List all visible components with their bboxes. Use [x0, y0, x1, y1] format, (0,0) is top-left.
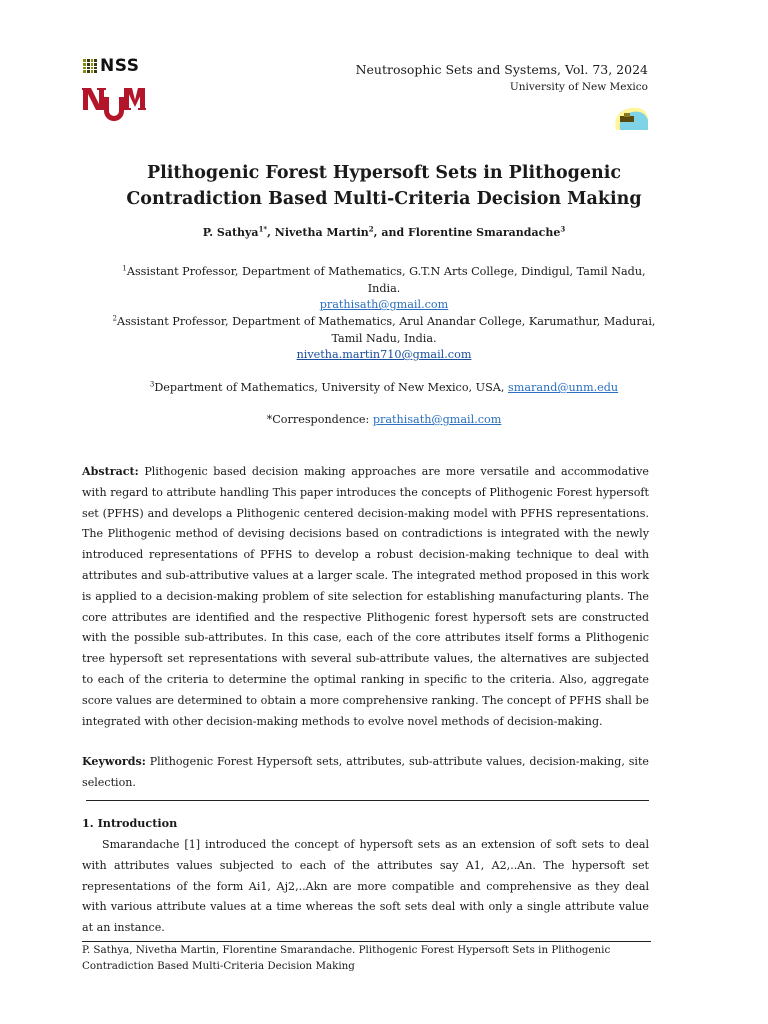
author-name: P. Sathya: [202, 226, 259, 239]
nss-logo: [83, 57, 139, 75]
keywords: [82, 752, 649, 794]
nss-mark-icon: [83, 59, 97, 73]
journal-corner-icon: [606, 104, 648, 130]
author-name: Nivetha Martin: [274, 226, 369, 239]
author-list: P. Sathya$^{1*}$, Nivetha Martin$^2$, and Florentine Smarandache$^3$: [202, 224, 566, 239]
footer-line-2: Contradiction Based Multi-Criteria Decision Making: [82, 959, 355, 972]
affiliation-mark: 2: [112, 314, 117, 323]
title-line-2: Contradiction Based Multi-Criteria Decision Making: [126, 189, 642, 209]
section-heading: 1. Introduction: [82, 816, 178, 830]
author-mark: 2: [368, 224, 374, 234]
page-footer: [82, 943, 662, 974]
footer-line-1: P. Sathya, Nivetha Martin, Florentine Smarandache. Plithogenic Forest Hypersoft Sets in Plithogenic: [82, 944, 611, 956]
email-link[interactable]: smarand@unm.edu: [507, 381, 619, 394]
correspondence-label: *Correspondence:: [266, 413, 373, 426]
affiliation-text: India.: [367, 281, 401, 295]
affiliation-1: [84, 264, 684, 314]
university-name: University of New Mexico: [509, 81, 648, 93]
affiliation-3: [84, 380, 684, 397]
affiliation-text: Department of Mathematics, University of New Mexico, USA,: [154, 381, 508, 394]
email-link[interactable]: nivetha.martin710@gmail.com: [296, 348, 472, 361]
affiliation-mark: 1: [122, 264, 127, 273]
paper-title: [84, 160, 684, 212]
footer-divider: [82, 941, 651, 942]
author-mark: 3: [560, 224, 566, 234]
correspondence: [84, 413, 684, 426]
nss-logo-text: NSS: [100, 56, 140, 76]
affiliation-text: Tamil Nadu, India.: [331, 331, 437, 345]
keywords-text: Plithogenic Forest Hypersoft sets, attributes, sub-attribute values, decision-making, site selection.: [82, 755, 649, 789]
affiliation-text: Assistant Professor, Department of Mathematics, G.T.N Arts College, Dindigul, Tamil Nadu,: [126, 265, 646, 278]
author-name: Florentine Smarandache: [407, 226, 561, 239]
email-link[interactable]: prathisath@gmail.com: [372, 413, 502, 426]
keywords-label: Keywords:: [82, 755, 146, 768]
abstract: [82, 462, 649, 732]
title-line-1: Plithogenic Forest Hypersoft Sets in Plithogenic: [146, 163, 622, 183]
abstract-label: Abstract:: [82, 465, 139, 478]
affiliation-mark: 3: [149, 380, 155, 389]
affiliation-text: Assistant Professor, Department of Mathematics, Arul Anandar College, Karumathur, Madurai,: [116, 315, 656, 328]
section-divider: [86, 800, 649, 801]
affiliation-2: [84, 314, 684, 364]
email-link[interactable]: prathisath@gmail.com: [319, 298, 449, 311]
unm-logo-icon: [82, 85, 146, 125]
introduction-text: Smarandache [1] introduced the concept of hypersoft sets as an extension of soft sets to deal with attributes values subjected to each of the attributes say A1, A2,..An. The hypersoft set representations of the form Ai1, Aj2,..Akn are more compatible and comprehensive as they deal with various attribute values at a time whereas the soft sets deal with only a single attribute value at an instance.: [82, 838, 649, 935]
abstract-text: Plithogenic based decision making approaches are more versatile and accommodative with regard to attribute handling This paper introduces the concepts of Plithogenic Forest hypersoft set (PFHS) and develops a Plithogenic centered decision-making model with PFHS representations. The Plithogenic method of devising decisions based on contradictions is integrated with the newly introduced representations of PFHS to develop a robust decision-making technique to deal with attributes and sub-attributive values at a larger scale. The integrated method proposed in this work is applied to a decision-making problem of site selection for establishing manufacturing plants. The core attributes are identified and the respective Plithogenic forest hypersoft sets are constructed with the possible sub-attributes. In this case, each of the core attributes itself forms a Plithogenic tree hypersoft set representations with several sub-attribute values, the alternatives are subjected to each of the criteria to determine the optimal ranking in specific to the criteria. Also, aggregate score values are determined to obtain a more comprehensive ranking. The concept of PFHS shall be integrated with other decision-making methods to evolve novel methods of decision-making.: [82, 465, 649, 728]
author-mark: 1*: [258, 224, 268, 234]
journal-citation: Neutrosophic Sets and Systems, Vol. 73, 2024: [355, 62, 648, 77]
